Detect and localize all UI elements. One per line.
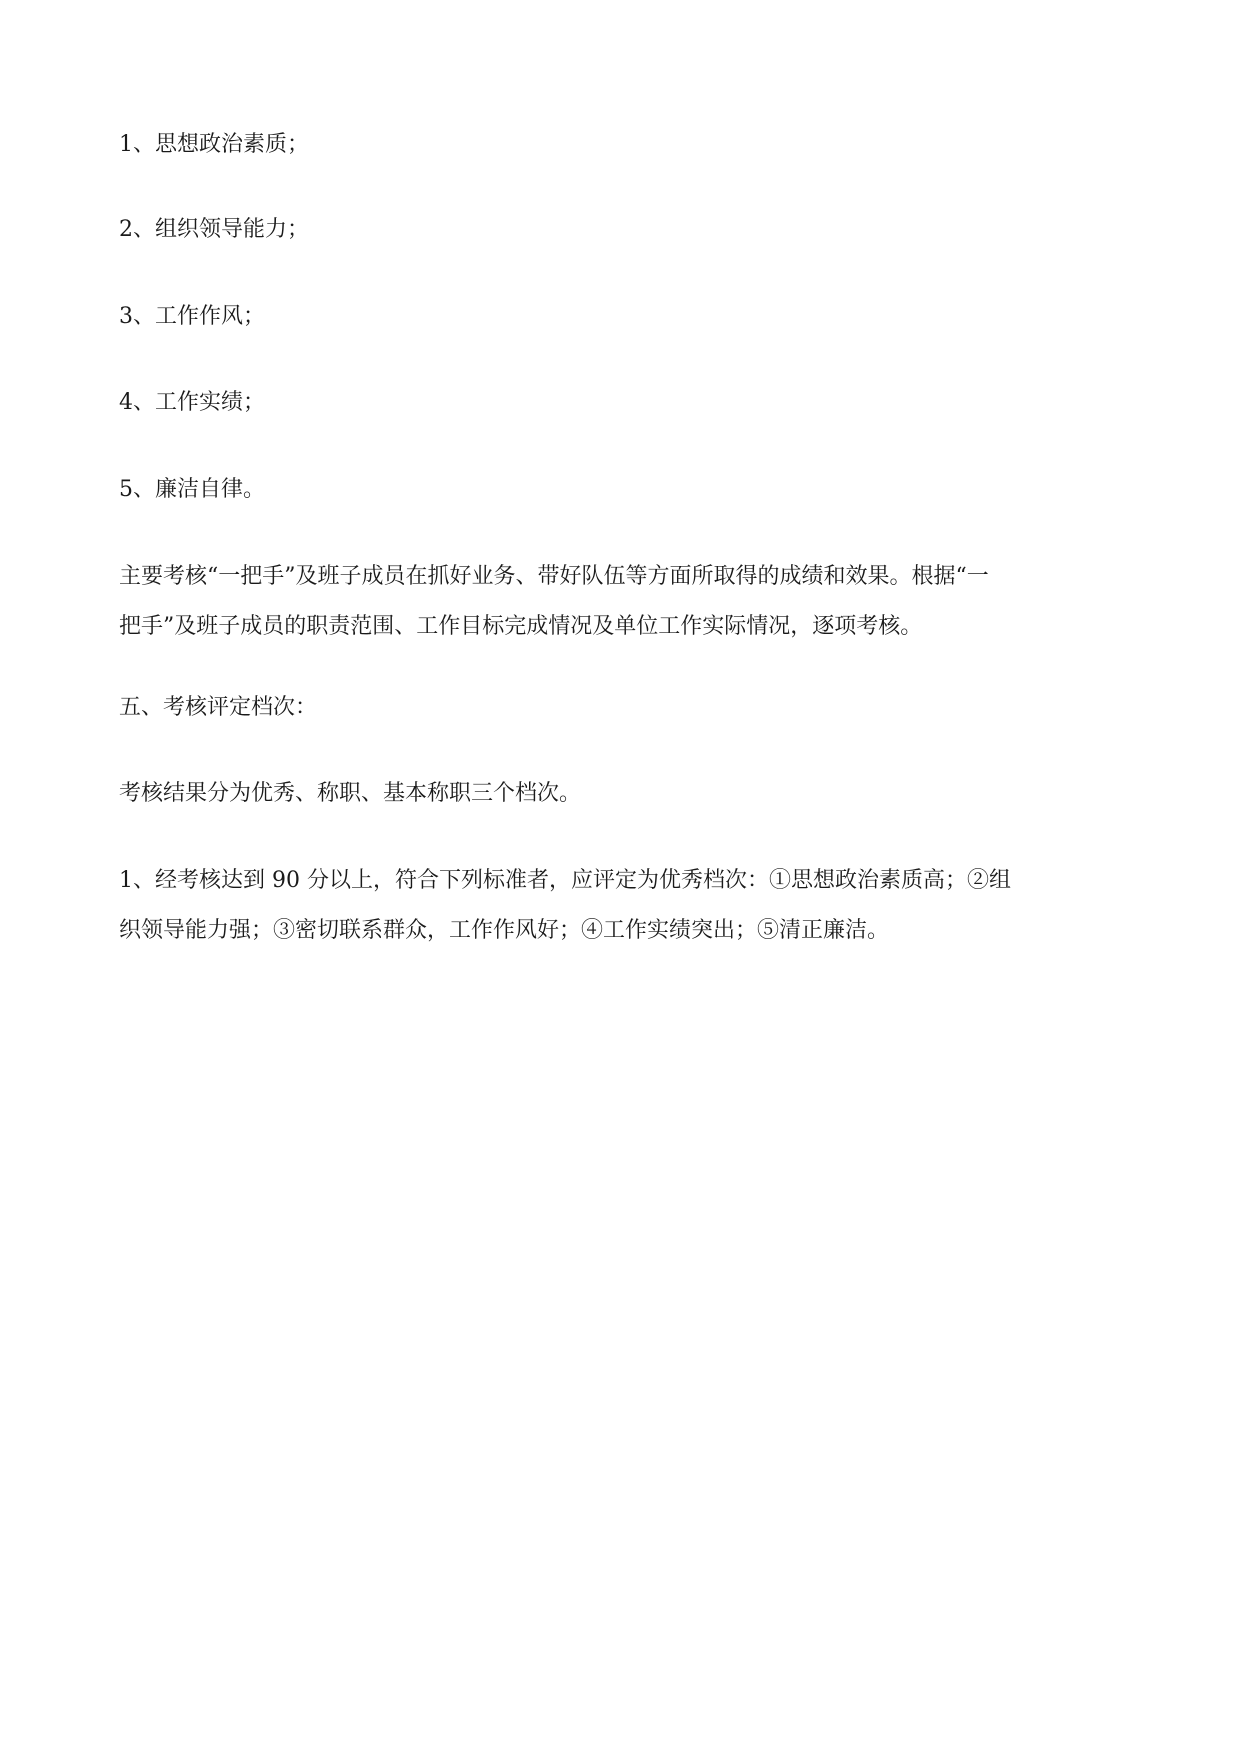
grade-levels-paragraph: 考核结果分为优秀、称职、基本称职三个档次。 xyxy=(119,781,582,806)
list-item-work-style: 3、工作作风； xyxy=(119,304,265,329)
excellent-criteria-paragraph xyxy=(119,856,1129,956)
paragraph-line: 把手”及班子成员的职责范围、工作目标完成情况及单位工作实际情况，逐项考核。 xyxy=(119,614,923,639)
main-assessment-paragraph xyxy=(119,552,1129,652)
list-item-ideology: 1、思想政治素质； xyxy=(119,132,309,157)
paragraph-line: 1、经考核达到 90 分以上，符合下列标准者，应评定为优秀档次：①思想政治素质高；②组 xyxy=(119,868,1011,893)
paragraph-line: 主要考核“一把手”及班子成员在抓好业务、带好队伍等方面所取得的成绩和效果。根据“一 xyxy=(119,564,989,589)
section-heading-grading: 五、考核评定档次： xyxy=(119,695,318,720)
paragraph-line: 织领导能力强；③密切联系群众，工作作风好；④工作实绩突出；⑤清正廉洁。 xyxy=(119,918,890,943)
list-item-performance: 4、工作实绩； xyxy=(119,390,265,415)
list-item-integrity: 5、廉洁自律。 xyxy=(119,477,265,502)
list-item-leadership: 2、组织领导能力； xyxy=(119,217,309,242)
